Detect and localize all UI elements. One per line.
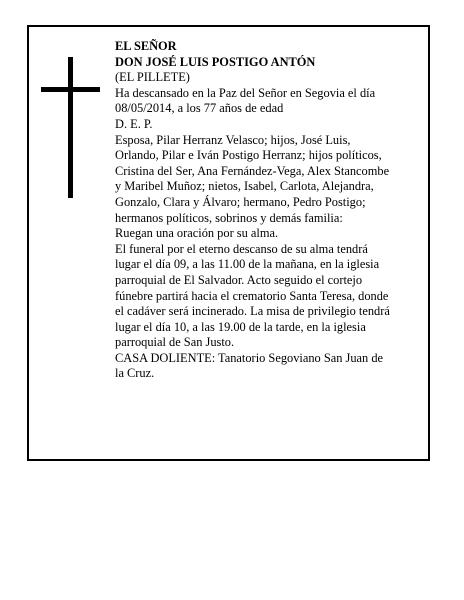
family-line: Esposa, Pilar Herranz Velasco; hijos, José Luis, (115, 132, 351, 147)
deceased-name: DON JOSÉ LUIS POSTIGO ANTÓN (115, 54, 316, 69)
death-line: 08/05/2014, a los 77 años de edad (115, 101, 284, 116)
funeral-line: fúnebre partirá hacia el crematorio Santa Teresa, donde (115, 288, 389, 303)
header-title: EL SEÑOR (115, 39, 177, 53)
family-line: Gonzalo, Clara y Álvaro; hermano, Pedro Postigo; (115, 194, 366, 209)
death-line: Ha descansado en la Paz del Señor en Segovia el día (115, 85, 376, 100)
cross-icon-horizontal (41, 87, 100, 92)
funeral-line: lugar el día 09, a las 11.00 de la mañana, en la iglesia (115, 257, 380, 272)
prayer-text: Ruegan una oración por su alma. (115, 226, 279, 241)
mourning-house-line: la Cruz. (115, 366, 155, 381)
family-line: y Maribel Muñoz; nietos, Isabel, Carlota, Alejandra, (115, 179, 374, 194)
family-line: Cristina del Ser, Ana Fernández-Vega, Alex Stancombe (115, 163, 390, 178)
family-line: Orlando, Pilar e Iván Postigo Herranz; hijos políticos, (115, 148, 382, 163)
funeral-line: parroquial de El Salvador. Acto seguido el cortejo (115, 272, 363, 287)
funeral-line: lugar el día 10, a las 19.00 de la tarde, en la iglesia (115, 319, 366, 334)
deceased-nickname: (EL PILLETE) (115, 70, 190, 85)
rip-text: D. E. P. (115, 116, 153, 131)
cross-icon-vertical (68, 57, 73, 198)
funeral-line: parroquial de San Justo. (115, 335, 235, 350)
funeral-line: El funeral por el eterno descanso de su alma tendrá (115, 241, 368, 256)
funeral-line: el cadáver será incinerado. La misa de privilegio tendrá (115, 304, 390, 319)
obituary-frame (27, 25, 430, 461)
obituary-text (115, 39, 427, 382)
mourning-house-line: CASA DOLIENTE: Tanatorio Segoviano San Juan de (115, 350, 384, 365)
family-line: hermanos políticos, sobrinos y demás familia: (115, 210, 343, 225)
